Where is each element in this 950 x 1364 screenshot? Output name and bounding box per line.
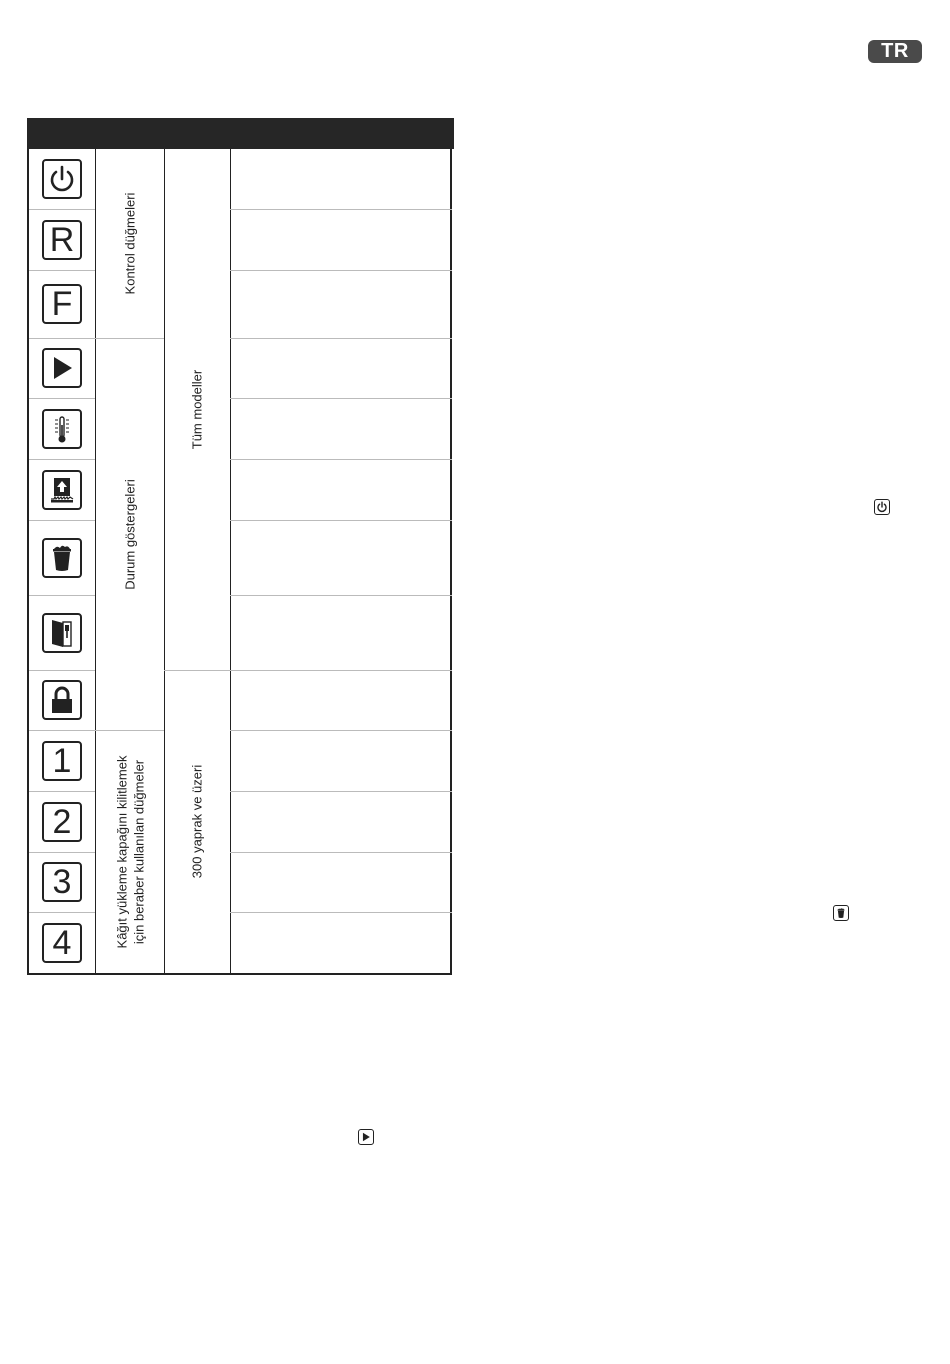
lock-icon xyxy=(29,670,95,730)
door-open-icon xyxy=(29,595,95,670)
control-panel-table xyxy=(27,118,452,975)
language-badge: TR xyxy=(868,40,922,63)
key-3-icon: 3 xyxy=(29,852,95,912)
bin-full-icon xyxy=(29,520,95,595)
table-header-bar xyxy=(27,118,454,149)
reset-icon: R xyxy=(29,209,95,270)
group-label-control: Kontrol düğmeleri xyxy=(122,192,138,295)
thermometer-icon xyxy=(29,398,95,459)
column-divider xyxy=(95,149,96,973)
play-icon xyxy=(29,338,95,398)
bin-full-icon xyxy=(833,905,849,921)
forward-icon: F xyxy=(29,270,95,338)
model-label-300: 300 yaprak ve üzeri xyxy=(189,764,205,879)
key-4-icon: 4 xyxy=(29,912,95,973)
column-divider xyxy=(230,149,231,973)
column-divider xyxy=(164,149,165,973)
model-label-all: Tüm modeller xyxy=(189,369,205,450)
play-icon xyxy=(358,1129,374,1145)
paper-load-icon xyxy=(29,459,95,520)
group-label-lock: Kâğıt yükleme kapağını kilitlemek için beraber kullanılan düğmeler xyxy=(114,755,147,949)
group-label-status: Durum göstergeleri xyxy=(122,479,138,590)
power-icon xyxy=(29,149,95,209)
key-1-icon: 1 xyxy=(29,730,95,791)
power-icon xyxy=(874,499,890,515)
key-2-icon: 2 xyxy=(29,791,95,852)
